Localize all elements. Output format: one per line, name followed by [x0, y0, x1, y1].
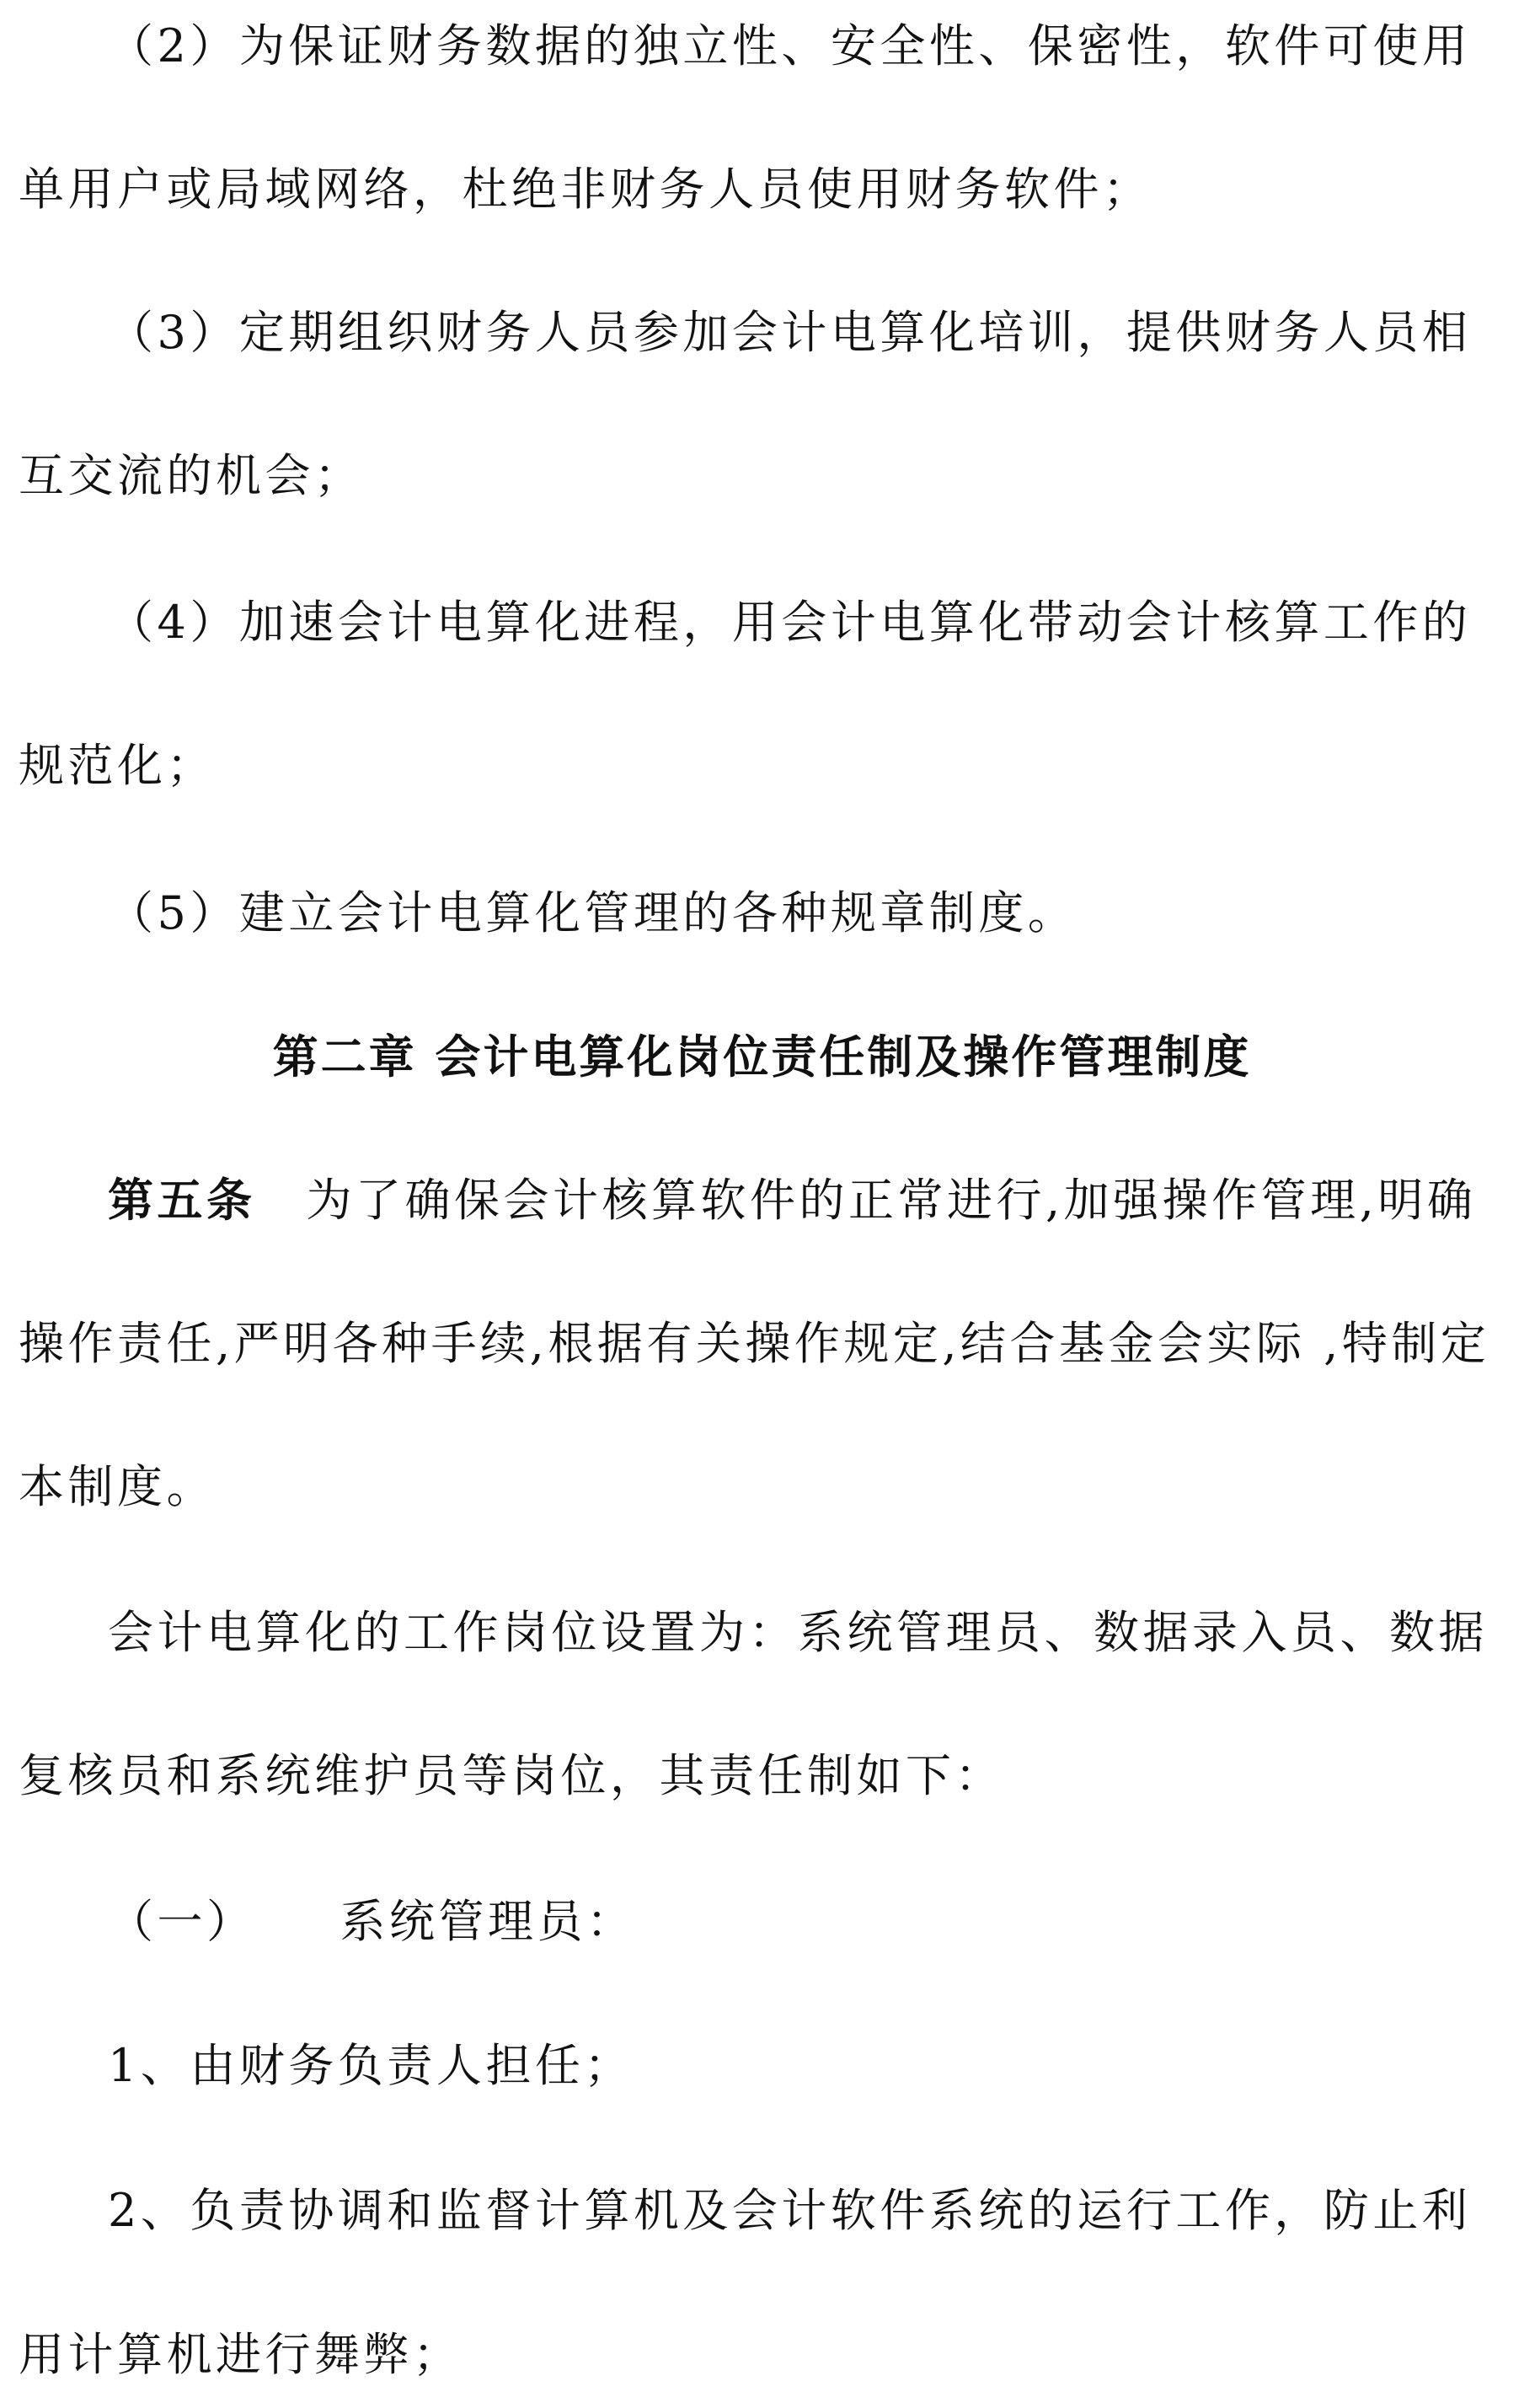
paragraph-item-5: （5）建立会计电算化管理的各种规章制度。: [108, 886, 1077, 939]
duty-item-2-line-2: 用计算机进行舞弊；: [19, 2328, 463, 2381]
article-5-line-3: 本制度。: [19, 1460, 216, 1513]
duty-item-2-line-1: 2、负责协调和监督计算机及会计软件系统的运行工作，防止利: [108, 2184, 1472, 2237]
paragraph-item-4-line-1: （4）加速会计电算化进程，用会计电算化带动会计核算工作的: [108, 596, 1472, 649]
paragraph-item-4-line-2: 规范化；: [19, 739, 216, 792]
positions-paragraph-line-1: 会计电算化的工作岗位设置为：系统管理员、数据录入员、数据: [108, 1606, 1488, 1659]
article-5-line-1: [108, 1173, 1524, 1227]
article-5-text: 为了确保会计核算软件的正常进行,加强操作管理,明确: [306, 1174, 1477, 1227]
paragraph-item-2-line-2: 单用户或局域网络，杜绝非财务人员使用财务软件；: [19, 163, 1152, 216]
positions-paragraph-line-2: 复核员和系统维护员等岗位，其责任制如下：: [19, 1749, 1004, 1802]
paragraph-item-2-line-1: （2）为保证财务数据的独立性、安全性、保密性，软件可使用: [108, 19, 1472, 72]
article-5-line-2: 操作责任,严明各种手续,根据有关操作规定,结合基金会实际 ,特制定: [19, 1317, 1490, 1370]
duty-item-1: 1、由财务负责人担任；: [108, 2039, 634, 2092]
section-one-heading: [108, 1895, 1524, 1948]
paragraph-item-3-line-2: 互交流的机会；: [19, 449, 364, 502]
article-label: 第五条: [108, 1173, 256, 1227]
chapter-heading: 第二章 会计电算化岗位责任制及操作管理制度: [272, 1030, 1252, 1084]
section-number: （一）: [108, 1895, 256, 1948]
paragraph-item-3-line-1: （3）定期组织财务人员参加会计电算化培训，提供财务人员相: [108, 306, 1472, 359]
section-title: 系统管理员：: [340, 1895, 636, 1948]
